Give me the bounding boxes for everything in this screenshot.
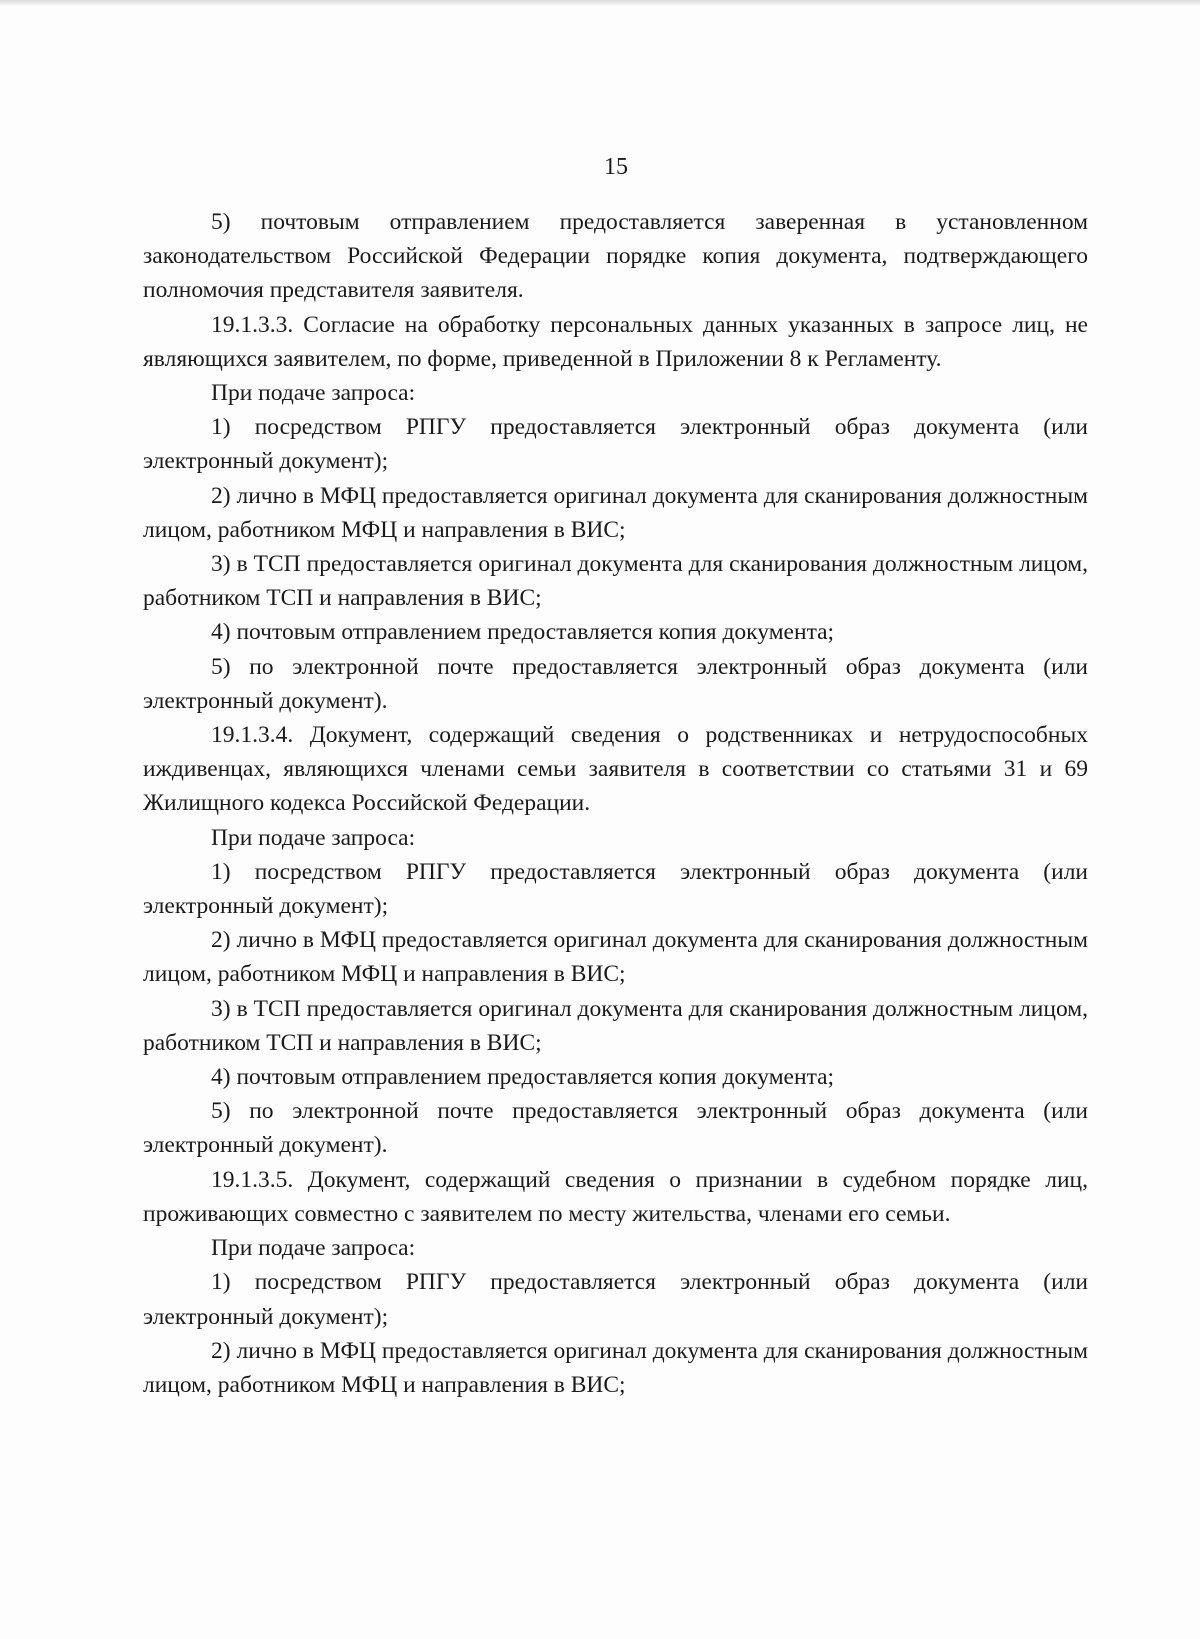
- list-item-email: 5) по электронной почте предоставляется электронный образ документа (или электронный документ).: [143, 1098, 1088, 1159]
- list-item-mfc: 2) лично в МФЦ предоставляется оригинал документа для сканирования должностным лицом, работником МФЦ и направления в ВИС;: [143, 482, 1088, 543]
- list-item-mfc: 2) лично в МФЦ предоставляется оригинал документа для сканирования должностным лицом, работником МФЦ и направления в ВИС;: [143, 927, 1088, 988]
- list-item-post: 4) почтовым отправлением предоставляется копия документа;: [211, 619, 835, 646]
- document-body: [143, 205, 1088, 1402]
- list-item-rpgu: 1) посредством РПГУ предоставляется электронный образ документа (или электронный документ);: [143, 1269, 1088, 1330]
- paragraph-submission-intro: При подаче запроса:: [211, 380, 416, 407]
- list-item-rpgu: 1) посредством РПГУ предоставляется электронный образ документа (или электронный документ);: [143, 414, 1088, 475]
- section-19-1-3-3-heading: 19.1.3.3. Согласие на обработку персональных данных указанных в запросе лиц, не являющихся заявителем, по форме, приведенной в Приложении 8 к Регламенту.: [143, 311, 1088, 372]
- paragraph-submission-intro: При подаче запроса:: [211, 1235, 416, 1262]
- section-19-1-3-4-heading: 19.1.3.4. Документ, содержащий сведения о родственниках и нетрудоспособных иждивенцах, являющихся членами семьи заявителя в соответствии со статьями 31 и 69 Жилищного кодекса Российской Федерации.: [143, 722, 1088, 817]
- section-19-1-3-5-heading: 19.1.3.5. Документ, содержащий сведения о признании в судебном порядке лиц, проживающих совместно с заявителем по месту жительства, членами его семьи.: [143, 1166, 1088, 1227]
- page-number: 15: [604, 154, 628, 180]
- scan-edge-shadow: [0, 0, 1200, 6]
- list-item-tsp: 3) в ТСП предоставляется оригинал документа для сканирования должностным лицом, работником ТСП и направления в ВИС;: [143, 551, 1088, 612]
- paragraph-item-5-notarized-copy: 5) почтовым отправлением предоставляется заверенная в установленном законодательством Российской Федерации порядке копия документа, подтверждающего полномочия представителя заявителя.: [143, 209, 1088, 304]
- paragraph-submission-intro: При подаче запроса:: [211, 824, 416, 851]
- list-item-tsp: 3) в ТСП предоставляется оригинал документа для сканирования должностным лицом, работником ТСП и направления в ВИС;: [143, 995, 1088, 1056]
- list-item-mfc: 2) лично в МФЦ предоставляется оригинал документа для сканирования должностным лицом, работником МФЦ и направления в ВИС;: [143, 1337, 1088, 1398]
- list-item-post: 4) почтовым отправлением предоставляется копия документа;: [211, 1064, 835, 1091]
- list-item-email: 5) по электронной почте предоставляется электронный образ документа (или электронный документ).: [143, 653, 1088, 714]
- list-item-rpgu: 1) посредством РПГУ предоставляется электронный образ документа (или электронный документ);: [143, 858, 1088, 920]
